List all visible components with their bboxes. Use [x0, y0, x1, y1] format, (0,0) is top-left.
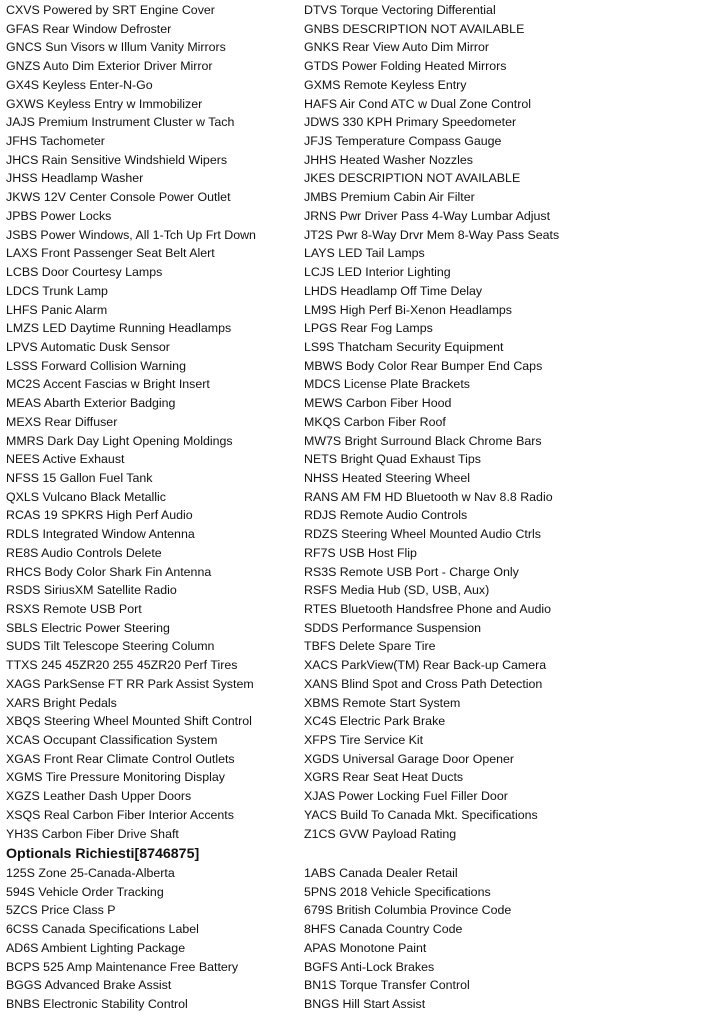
list-item: NEES Active Exhaust — [6, 452, 125, 467]
list-item: 679S British Columbia Province Code — [304, 903, 512, 918]
list-item: JDWS 330 KPH Primary Speedometer — [304, 115, 517, 130]
list-item: BN1S Torque Transfer Control — [304, 978, 470, 993]
list-item: HAFS Air Cond ATC w Dual Zone Control — [304, 96, 532, 111]
list-item: LCJS LED Interior Lighting — [304, 265, 451, 280]
list-item: SBLS Electric Power Steering — [6, 620, 170, 635]
list-item: LAYS LED Tail Lamps — [304, 246, 425, 261]
list-item: 5ZCS Price Class P — [6, 903, 116, 918]
list-item: XAGS ParkSense FT RR Park Assist System — [6, 676, 254, 691]
list-item: RCAS 19 SPKRS High Perf Audio — [6, 508, 193, 523]
list-item: LCBS Door Courtesy Lamps — [6, 265, 163, 280]
list-item: XACS ParkView(TM) Rear Back-up Camera — [304, 658, 547, 673]
list-item: GNBS DESCRIPTION NOT AVAILABLE — [304, 21, 525, 36]
list-item: XC4S Electric Park Brake — [304, 714, 446, 729]
list-item: YACS Build To Canada Mkt. Specifications — [304, 807, 538, 822]
list-item: LHFS Panic Alarm — [6, 302, 108, 317]
list-item: BNBS Electronic Stability Control — [6, 997, 188, 1012]
list-item: 6CSS Canada Specifications Label — [6, 922, 199, 937]
list-item: MKQS Carbon Fiber Roof — [304, 414, 446, 429]
list-item: TBFS Delete Spare Tire — [304, 639, 436, 654]
list-item: JRNS Pwr Driver Pass 4-Way Lumbar Adjust — [304, 208, 551, 223]
list-item: RDZS Steering Wheel Mounted Audio Ctrls — [304, 527, 541, 542]
list-item: NFSS 15 Gallon Fuel Tank — [6, 470, 153, 485]
list-item: RE8S Audio Controls Delete — [6, 545, 162, 560]
list-item: BCPS 525 Amp Maintenance Free Battery — [6, 959, 239, 974]
list-item: LMZS LED Daytime Running Headlamps — [6, 321, 232, 336]
list-item: AD6S Ambient Lighting Package — [6, 940, 186, 955]
list-item: XGMS Tire Pressure Monitoring Display — [6, 770, 225, 785]
list-item: JFHS Tachometer — [6, 134, 105, 149]
list-item: XBQS Steering Wheel Mounted Shift Control — [6, 714, 252, 729]
list-item: DTVS Torque Vectoring Differential — [304, 3, 496, 17]
list-item: LPGS Rear Fog Lamps — [304, 321, 433, 336]
list-item: RANS AM FM HD Bluetooth w Nav 8.8 Radio — [304, 489, 553, 504]
list-item: QXLS Vulcano Black Metallic — [6, 489, 167, 504]
list-item: 1ABS Canada Dealer Retail — [304, 866, 458, 880]
list-item: JFJS Temperature Compass Gauge — [304, 134, 502, 149]
list-item: GXWS Keyless Entry w Immobilizer — [6, 96, 203, 111]
list-item: BGGS Advanced Brake Assist — [6, 978, 172, 993]
list-item: LM9S High Perf Bi-Xenon Headlamps — [304, 302, 512, 317]
list-item: SDDS Performance Suspension — [304, 620, 481, 635]
list-item: RHCS Body Color Shark Fin Antenna — [6, 564, 212, 579]
required-options-list — [6, 864, 696, 1014]
list-item: BGFS Anti-Lock Brakes — [304, 959, 435, 974]
list-item: MBWS Body Color Rear Bumper End Caps — [304, 358, 543, 373]
list-item: RSXS Remote USB Port — [6, 602, 142, 616]
options-list — [6, 1, 696, 843]
list-item: GNKS Rear View Auto Dim Mirror — [304, 40, 489, 55]
list-item: YH3S Carbon Fiber Drive Shaft — [6, 826, 179, 841]
list-item: NETS Bright Quad Exhaust Tips — [304, 452, 481, 467]
list-item: Z1CS GVW Payload Rating — [304, 826, 457, 841]
list-item: RSFS Media Hub (SD, USB, Aux) — [304, 583, 490, 598]
list-item: GTDS Power Folding Heated Mirrors — [304, 59, 507, 74]
list-item: LAXS Front Passenger Seat Belt Alert — [6, 246, 215, 261]
list-item: RF7S USB Host Flip — [304, 545, 417, 560]
list-item: JKWS 12V Center Console Power Outlet — [6, 190, 231, 205]
list-item: LPVS Automatic Dusk Sensor — [6, 339, 170, 354]
list-item: GNZS Auto Dim Exterior Driver Mirror — [6, 59, 213, 74]
list-item: TTXS 245 45ZR20 255 45ZR20 Perf Tires — [6, 658, 238, 673]
list-item: JHHS Heated Washer Nozzles — [304, 152, 473, 167]
list-item: JHCS Rain Sensitive Windshield Wipers — [6, 152, 228, 167]
list-item: LS9S Thatcham Security Equipment — [304, 339, 504, 354]
list-item: 594S Vehicle Order Tracking — [6, 884, 164, 899]
list-item: RSDS SiriusXM Satellite Radio — [6, 583, 177, 598]
list-item: RDJS Remote Audio Controls — [304, 508, 468, 523]
list-item: 5PNS 2018 Vehicle Specifications — [304, 884, 491, 899]
list-item: XGZS Leather Dash Upper Doors — [6, 789, 192, 804]
list-item: JPBS Power Locks — [6, 208, 112, 223]
list-item: JMBS Premium Cabin Air Filter — [304, 190, 475, 205]
list-item: MMRS Dark Day Light Opening Moldings — [6, 433, 233, 448]
list-item: XANS Blind Spot and Cross Path Detection — [304, 676, 543, 691]
list-item: GXMS Remote Keyless Entry — [304, 77, 467, 92]
list-item: MEXS Rear Diffuser — [6, 414, 118, 429]
list-item: XGDS Universal Garage Door Opener — [304, 751, 515, 766]
list-item: 125S Zone 25-Canada-Alberta — [6, 866, 175, 880]
list-item: GFAS Rear Window Defroster — [6, 21, 172, 36]
list-item: MW7S Bright Surround Black Chrome Bars — [304, 433, 542, 448]
list-item: LDCS Trunk Lamp — [6, 283, 108, 298]
list-item: LHDS Headlamp Off Time Delay — [304, 283, 483, 298]
list-item: 8HFS Canada Country Code — [304, 922, 463, 937]
list-item: BNGS Hill Start Assist — [304, 997, 426, 1012]
list-item: MEWS Carbon Fiber Hood — [304, 396, 452, 411]
list-item: JKES DESCRIPTION NOT AVAILABLE — [304, 171, 521, 186]
list-item: MDCS License Plate Brackets — [304, 377, 470, 392]
list-item: MC2S Accent Fascias w Bright Insert — [6, 377, 210, 392]
list-item: CXVS Powered by SRT Engine Cover — [6, 3, 215, 17]
list-item: XARS Bright Pedals — [6, 695, 117, 710]
list-item: XGRS Rear Seat Heat Ducts — [304, 770, 464, 785]
list-item: MEAS Abarth Exterior Badging — [6, 396, 176, 411]
list-item: LSSS Forward Collision Warning — [6, 358, 186, 373]
list-item: JAJS Premium Instrument Cluster w Tach — [6, 115, 235, 130]
list-item: SUDS Tilt Telescope Steering Column — [6, 639, 215, 654]
list-item: JHSS Headlamp Washer — [6, 171, 144, 186]
list-item: XSQS Real Carbon Fiber Interior Accents — [6, 807, 234, 822]
section-heading: Optionals Richiesti[8746875] — [6, 846, 200, 862]
list-item: XCAS Occupant Classification System — [6, 733, 218, 748]
list-item: XJAS Power Locking Fuel Filler Door — [304, 789, 508, 804]
list-item: JSBS Power Windows, All 1-Tch Up Frt Down — [6, 227, 256, 242]
list-item: APAS Monotone Paint — [304, 940, 427, 955]
list-item: NHSS Heated Steering Wheel — [304, 470, 470, 485]
list-item: GNCS Sun Visors w Illum Vanity Mirrors — [6, 40, 226, 55]
list-item: JT2S Pwr 8-Way Drvr Mem 8-Way Pass Seats — [304, 227, 560, 242]
list-item: RS3S Remote USB Port - Charge Only — [304, 564, 519, 579]
list-item: RDLS Integrated Window Antenna — [6, 527, 195, 542]
list-item: XFPS Tire Service Kit — [304, 733, 424, 748]
list-item: RTES Bluetooth Handsfree Phone and Audio — [304, 602, 552, 616]
list-item: XGAS Front Rear Climate Control Outlets — [6, 751, 235, 766]
list-item: XBMS Remote Start System — [304, 695, 461, 710]
list-item: GX4S Keyless Enter-N-Go — [6, 77, 153, 92]
